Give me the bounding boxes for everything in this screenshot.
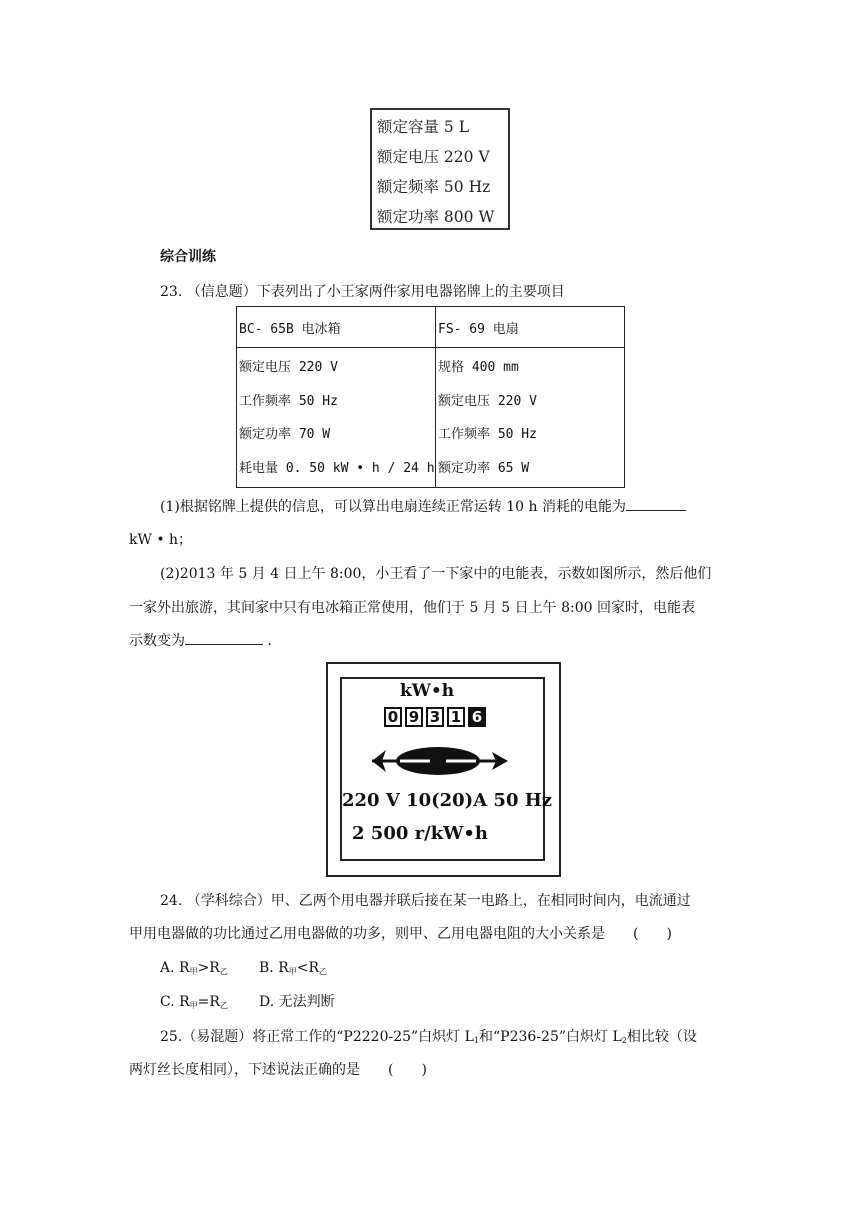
fridge-spec-line: 耗电量 0. 50 kW • h / 24 h: [239, 460, 435, 476]
fan-spec-line: 额定功率 65 W: [438, 460, 530, 476]
meter-digit-decimal: 6: [468, 707, 486, 727]
subscript: 乙: [219, 967, 228, 976]
spec-row: 额定电压 220 V: [377, 148, 490, 166]
q25-text-a: 25.（易混题）将正常工作的“P2220-25”白炽灯 L: [160, 1029, 474, 1045]
q23-part1-text: (1)根据铭牌上提供的信息，可以算出电扇连续正常运转 10 h 消耗的电能为: [160, 499, 627, 515]
fridge-spec-line: 额定功率 70 W: [239, 427, 331, 442]
period: .: [267, 633, 272, 649]
subscript: 甲: [288, 967, 297, 976]
q23-part2-text: 示数变为: [129, 633, 185, 649]
q25-text-c: 相比较（设: [626, 1029, 697, 1045]
meter-constant: 2 500 r/kW•h: [352, 823, 488, 844]
appliance-spec-box: [370, 108, 510, 230]
q23-part1: [160, 497, 686, 517]
q25-line1: [160, 1027, 697, 1051]
fan-spec-line: 工作频率 50 Hz: [438, 427, 537, 442]
q25-line2: 两灯丝长度相同），下述说法正确的是 ( ): [129, 1062, 427, 1078]
fan-spec-line: 规格 400 mm: [438, 360, 519, 375]
meter-disk-arrow-icon: [370, 740, 510, 782]
fan-header: FS- 69 电扇: [436, 307, 625, 348]
q23-part2-line2: 一家外出旅游，其间家中只有电冰箱正常使用，他们于 5 月 5 日上午 8:00 回家时，电能表: [129, 600, 695, 616]
spec-row: 额定频率 50 Hz: [377, 178, 491, 196]
meter-rating: 220 V 10(20)A 50 Hz: [342, 790, 552, 811]
subscript: 乙: [219, 1001, 228, 1010]
q24-option-d[interactable]: D. 无法判断: [259, 994, 335, 1010]
q24-line2: 甲用电器做的功比通过乙用电器做的功多，则甲、乙用电器电阻的大小关系是 ( ): [129, 926, 672, 942]
option-c-label: C. R: [160, 994, 190, 1010]
fan-specs: [436, 348, 625, 488]
q24-option-c[interactable]: [160, 992, 228, 1016]
subscript: 乙: [319, 967, 328, 976]
q23-part2-line1: (2)2013 年 5 月 4 日上午 8:00，小王看了一下家中的电能表，示数如图所示，然后他们: [160, 566, 712, 582]
spec-row: 额定功率 800 W: [377, 208, 495, 226]
nameplate-table: [236, 306, 625, 488]
q24-line1: 24. （学科综合）甲、乙两个用电器并联后接在某一电路上，在相同时间内，电流通过: [160, 893, 691, 909]
meter-digit-display: [384, 707, 486, 727]
q23-stem: 23. （信息题）下表列出了小王家两件家用电器铭牌上的主要项目: [160, 284, 565, 300]
answer-blank-2[interactable]: [185, 644, 263, 645]
subscript: 1: [473, 1036, 480, 1045]
fan-spec-line: 额定电压 220 V: [438, 393, 537, 409]
meter-digit: 9: [405, 707, 423, 727]
fridge-specs: [237, 348, 436, 488]
q23-part2-line3: [129, 631, 272, 651]
q24-option-b[interactable]: [259, 958, 327, 982]
spec-row: 额定容量 5 L: [377, 118, 470, 136]
option-c-op: =R: [197, 994, 220, 1010]
section-title: 综合训练: [160, 249, 216, 265]
answer-blank-1[interactable]: [626, 510, 686, 511]
fridge-header: BC- 65B 电冰箱: [237, 307, 436, 348]
option-b-op: <R: [296, 960, 320, 976]
q25-text-b: 和“P236-25”白炽灯 L: [479, 1029, 622, 1045]
option-b-label: B. R: [259, 960, 289, 976]
option-a-label: A. R: [160, 960, 190, 976]
subscript: 2: [621, 1036, 627, 1045]
meter-digit: 1: [447, 707, 465, 727]
q24-option-a[interactable]: [160, 958, 228, 982]
meter-unit: kW•h: [400, 681, 455, 701]
subscript: 甲: [189, 1001, 198, 1010]
meter-digit: 3: [426, 707, 444, 727]
option-a-op: >R: [197, 960, 220, 976]
q23-part1-unit: kW • h；: [129, 532, 193, 548]
fridge-spec-line: 工作频率 50 Hz: [239, 393, 338, 409]
meter-digit: 0: [384, 707, 402, 727]
subscript: 甲: [189, 967, 198, 976]
fridge-spec-line: 额定电压 220 V: [239, 360, 338, 375]
